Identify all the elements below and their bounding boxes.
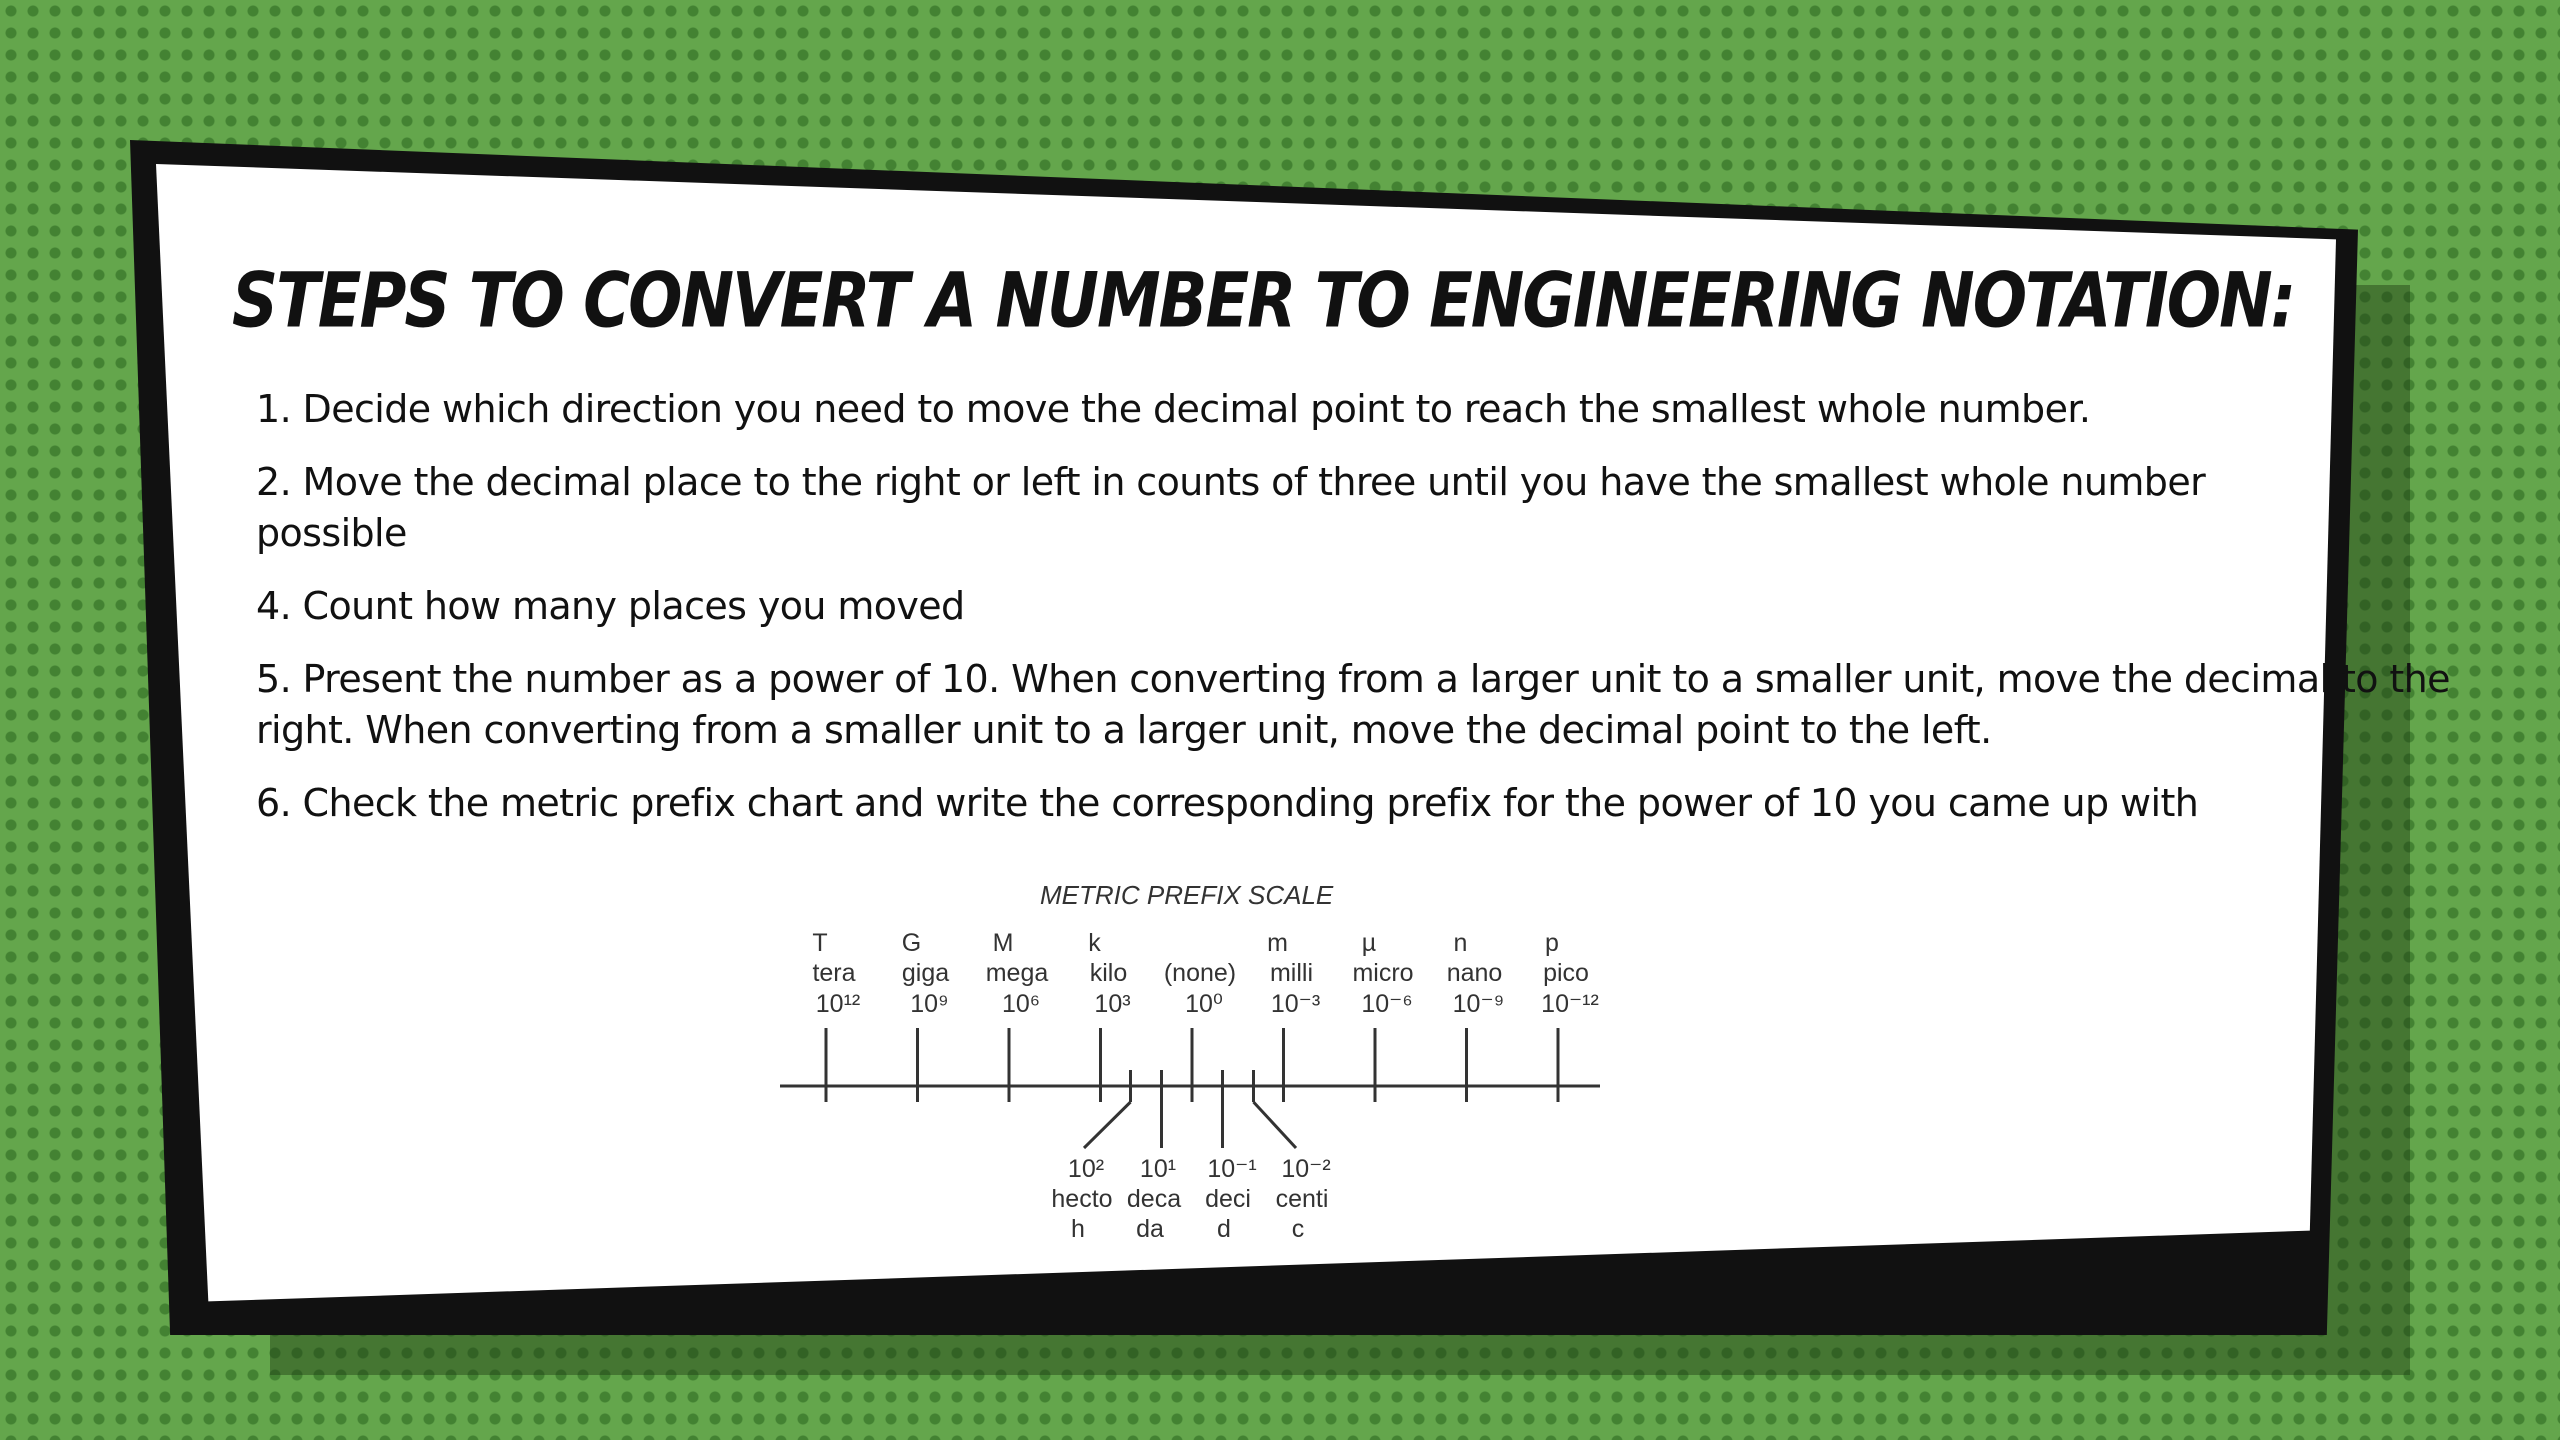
prefix-name: milli [1269,959,1314,987]
step-6: 6. Check the metric prefix chart and write the corresponding prefix for the power of 10 you came up with [256,781,2199,825]
prefix-power: 10⁻⁶ [1361,990,1413,1018]
minor-prefix-symbol: d [1217,1215,1231,1243]
prefix-name: tera [812,959,856,987]
prefix-symbol: m [1267,929,1288,957]
leader-line [1254,1102,1297,1148]
minor-prefix-power: 10⁻² [1281,1155,1331,1183]
prefix-symbol: M [992,929,1014,957]
slide-title: STEPS TO CONVERT A NUMBER TO ENGINEERING NOTATION: [232,258,2295,346]
prefix-name: micro [1352,959,1414,987]
prefix-symbol: p [1545,929,1559,957]
minor-prefix-symbol: c [1291,1215,1305,1243]
prefix-power: 10³ [1094,990,1131,1018]
step-5: 5. Present the number as a power of 10. When converting from a larger unit to a smaller unit, move the decimal to the right. When converting from a smaller unit to a larger unit, move the decimal point to the left. [256,657,2450,752]
prefix-power: 10⁻³ [1270,990,1321,1018]
leader-line [1084,1102,1131,1148]
minor-prefix-symbol: da [1136,1215,1164,1243]
step-2: 2. Move the decimal place to the right or left in counts of three until you have the smallest whole number possible [256,460,2206,555]
prefix-name: (none) [1163,959,1237,987]
prefix-symbol: n [1453,929,1468,957]
prefix-name: pico [1543,959,1589,987]
minor-prefix-power: 10² [1067,1155,1105,1183]
prefix-power: 10⁹ [910,990,949,1018]
prefix-power: 10⁻¹² [1541,990,1599,1018]
step-4: 4. Count how many places you moved [256,584,965,628]
prefix-power: 10⁶ [1001,990,1041,1018]
prefix-name: nano [1446,959,1503,987]
prefix-symbol: T [812,929,828,957]
prefix-name: mega [985,959,1049,987]
prefix-name: giga [901,959,950,987]
minor-prefix-symbol: h [1071,1215,1085,1243]
metric-prefix-scale-title: METRIC PREFIX SCALE [1040,880,1334,910]
minor-prefix-name: centi [1275,1185,1329,1213]
step-1: 1. Decide which direction you need to move the decimal point to reach the smallest whole number. [256,387,2091,431]
prefix-power: 10¹² [815,990,861,1018]
prefix-symbol: G [901,929,922,957]
prefix-power: 10⁻⁹ [1452,990,1505,1018]
minor-prefix-name: hecto [1051,1185,1113,1213]
prefix-symbol: µ [1361,929,1377,957]
minor-prefix-power: 10¹ [1139,1155,1177,1183]
prefix-name: kilo [1089,959,1128,987]
prefix-symbol: k [1088,929,1101,957]
prefix-power: 10⁰ [1185,990,1223,1018]
minor-prefix-power: 10⁻¹ [1207,1155,1257,1183]
minor-prefix-name: deca [1126,1185,1182,1213]
minor-prefix-name: deci [1205,1185,1251,1213]
